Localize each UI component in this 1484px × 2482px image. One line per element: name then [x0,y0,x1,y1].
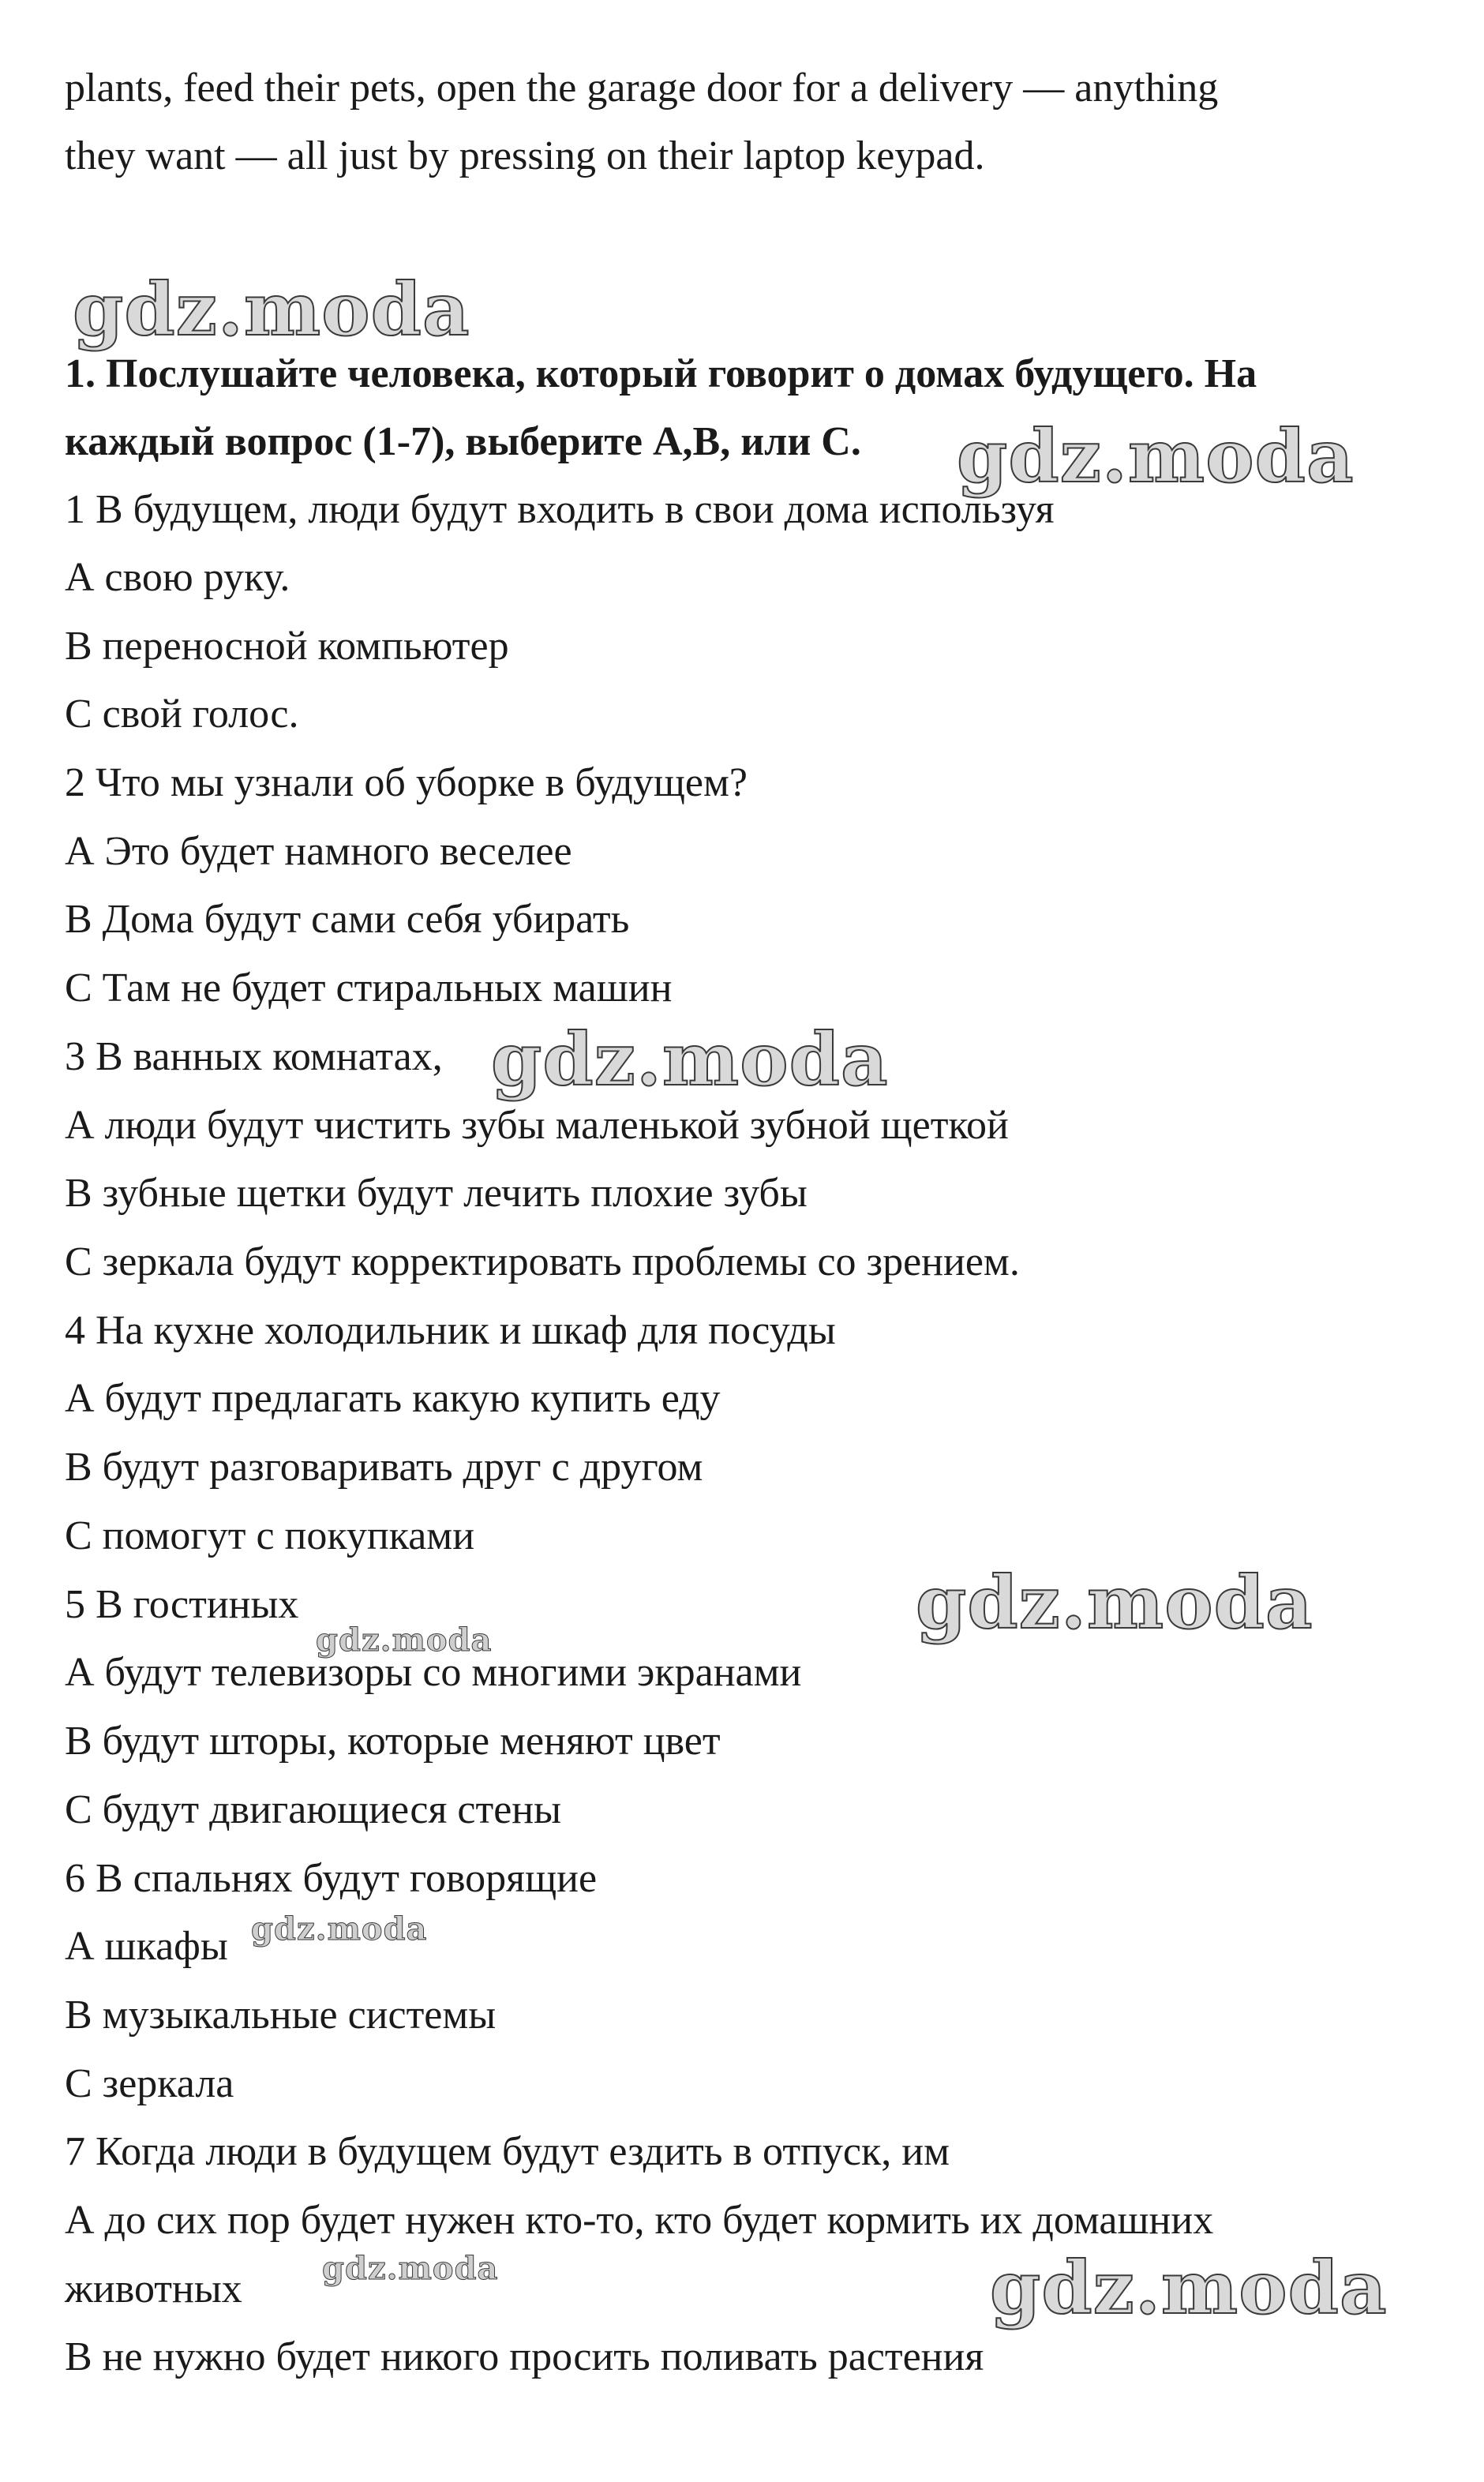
watermark: gdz.moda [957,414,1355,499]
answer-6b: В музыкальные системы [65,1993,497,2038]
answer-5a: А будут телевизоры со многими экранами [65,1650,802,1695]
answer-3b: В зубные щетки будут лечить плохие зубы [65,1171,808,1216]
question-1: 1 В будущем, люди будут входить в свои дома используя [65,487,1055,532]
answer-2c: С Там не будет стиральных машин [65,965,673,1010]
watermark: gdz.moda [316,1622,493,1659]
answer-6c: С зеркала [65,2061,234,2106]
intro-line-2: they want — all just by pressing on their laptop keypad. [65,133,985,178]
answer-1b: В переносной компьютер [65,624,509,669]
answer-4a: А будут предлагать какую купить еду [65,1376,721,1421]
question-3: 3 В ванных комнатах, [65,1034,443,1079]
answer-4c: С помогут с покупками [65,1513,475,1558]
answer-7b: В не нужно будет никого просить поливать растения [65,2334,984,2379]
answer-7a-line-2: животных [65,2266,242,2311]
answer-7a-line-1: А до сих пор будет нужен кто-то, кто будет кормить их домашних [65,2198,1214,2243]
watermark: gdz.moda [916,1560,1313,1645]
watermark: gdz.moda [491,1017,889,1102]
watermark: gdz.moda [251,1910,428,1948]
watermark: gdz.moda [73,267,470,352]
answer-4b: В будут разговаривать друг с другом [65,1445,703,1490]
intro-line-1: plants, feed their pets, open the garage door for a delivery — anything [65,66,1219,111]
answer-3a: А люди будут чистить зубы маленькой зубной щеткой [65,1103,1009,1148]
answer-5b: В будут шторы, которые меняют цвет [65,1719,721,1764]
watermark: gdz.moda [322,2250,499,2287]
answer-1a: А свою руку. [65,555,290,600]
answer-2b: В Дома будут сами себя убирать [65,897,630,942]
question-6: 6 В спальнях будут говорящие [65,1856,598,1901]
task-heading-line-1: 1. Послушайте человека, который говорит о домах будущего. На [65,351,1257,396]
task-heading-line-2: каждый вопрос (1-7), выберите А,В, или С. [65,419,861,464]
answer-2a: А Это будет намного веселее [65,829,572,874]
question-7: 7 Когда люди в будущем будут ездить в отпуск, им [65,2129,950,2174]
question-5: 5 В гостиных [65,1582,299,1627]
question-2: 2 Что мы узнали об уборке в будущем? [65,760,748,805]
answer-5c: С будут двигающиеся стены [65,1787,562,1832]
answer-1c: С свой голос. [65,692,299,737]
question-4: 4 На кухне холодильник и шкаф для посуды [65,1308,836,1353]
watermark: gdz.moda [990,2245,1388,2330]
answer-6a: А шкафы [65,1924,228,1969]
answer-3c: С зеркала будут корректировать проблемы со зрением. [65,1239,1020,1284]
